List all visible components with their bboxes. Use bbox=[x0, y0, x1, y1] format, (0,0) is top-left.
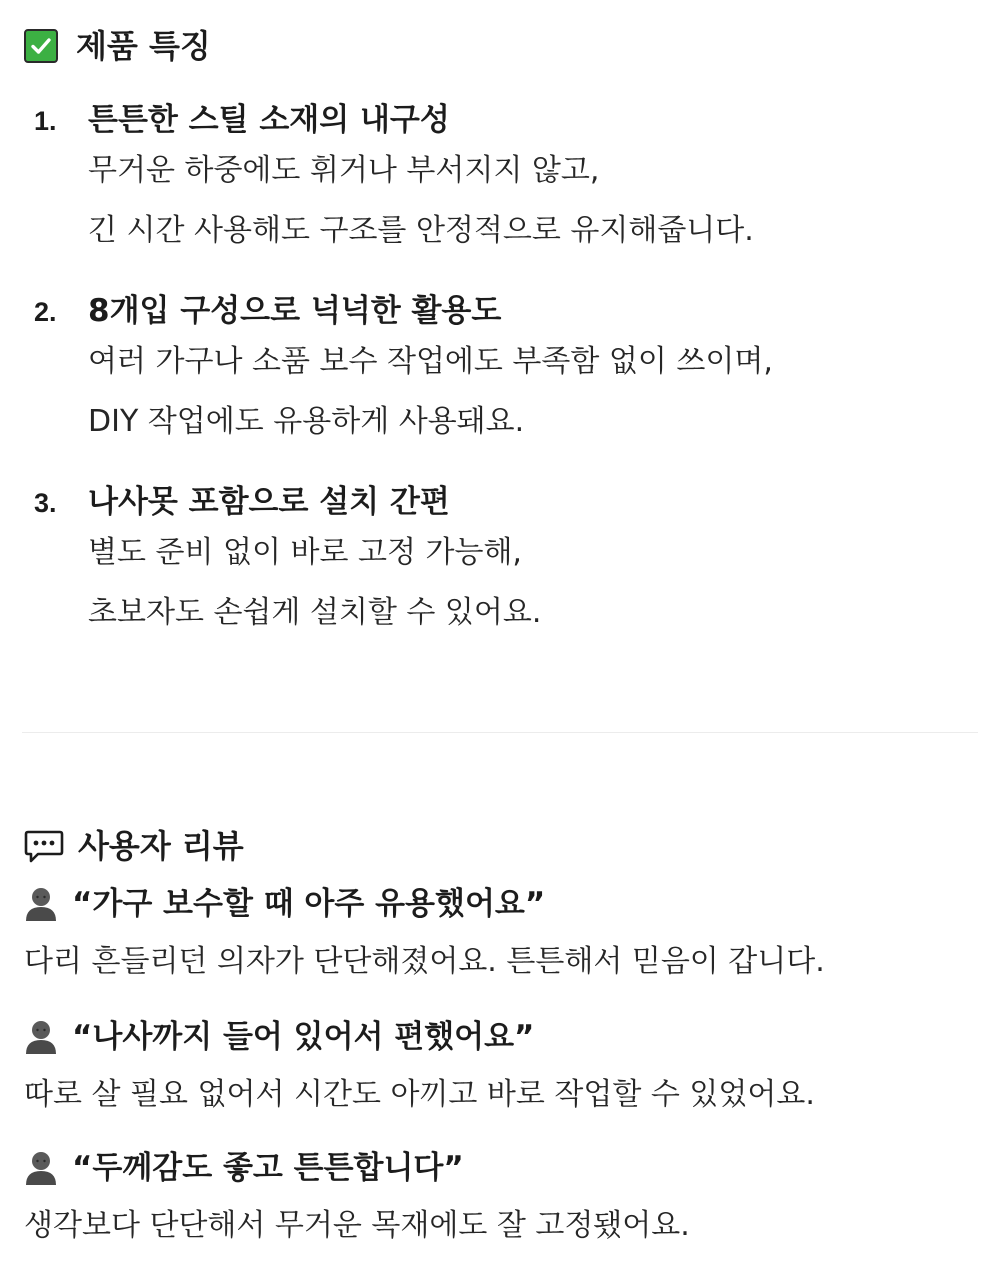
feature-item bbox=[34, 291, 980, 452]
feature-description: 별도 준비 없이 바로 고정 가능해, bbox=[88, 535, 522, 570]
feature-description: 여러 가구나 소품 보수 작업에도 부족함 없이 쓰이며, bbox=[88, 344, 773, 379]
review-body: 다리 흔들리던 의자가 단단해졌어요. 튼튼해서 믿음이 갑니다. bbox=[24, 944, 825, 979]
person-silhouette-icon bbox=[24, 886, 58, 922]
review-item bbox=[24, 884, 990, 982]
review-body: 생각보다 단단해서 무거운 목재에도 잘 고정됐어요. bbox=[24, 1208, 690, 1243]
review-item bbox=[24, 1148, 990, 1246]
reviews-title bbox=[24, 826, 244, 866]
review-quote: “두께감도 좋고 튼튼합니다” bbox=[72, 1150, 464, 1186]
feature-description: 긴 시간 사용해도 구조를 안정적으로 유지해줍니다. bbox=[88, 213, 754, 248]
features-title-text: 제품 특징 bbox=[76, 27, 211, 65]
review-quote: “나사까지 들어 있어서 편했어요” bbox=[72, 1019, 535, 1055]
feature-number: 1. bbox=[34, 106, 57, 136]
person-silhouette-icon bbox=[24, 1150, 58, 1186]
feature-heading: 나사못 포함으로 설치 간편 bbox=[88, 484, 450, 520]
person-silhouette-icon bbox=[24, 1019, 58, 1055]
feature-description: DIY 작업에도 유용하게 사용돼요. bbox=[88, 404, 525, 439]
review-body: 따로 살 필요 없어서 시간도 아끼고 바로 작업할 수 있었어요. bbox=[24, 1077, 815, 1112]
feature-heading: 8개입 구성으로 넉넉한 활용도 bbox=[88, 293, 502, 329]
feature-item bbox=[34, 100, 980, 261]
reviews-title-text: 사용자 리뷰 bbox=[78, 827, 244, 865]
feature-number: 2. bbox=[34, 297, 57, 327]
feature-description: 무거운 하중에도 휘거나 부서지지 않고, bbox=[88, 153, 600, 188]
check-mark-button-icon bbox=[24, 29, 58, 63]
features-title bbox=[24, 26, 211, 66]
review-item bbox=[24, 1017, 990, 1115]
feature-number: 3. bbox=[34, 488, 57, 518]
section-divider bbox=[22, 732, 978, 733]
speech-balloon-icon bbox=[24, 828, 64, 864]
review-quote: “가구 보수할 때 아주 유용했어요” bbox=[72, 886, 546, 922]
feature-heading: 튼튼한 스틸 소재의 내구성 bbox=[88, 102, 450, 138]
feature-description: 초보자도 손쉽게 설치할 수 있어요. bbox=[88, 595, 542, 630]
feature-item bbox=[34, 482, 980, 643]
